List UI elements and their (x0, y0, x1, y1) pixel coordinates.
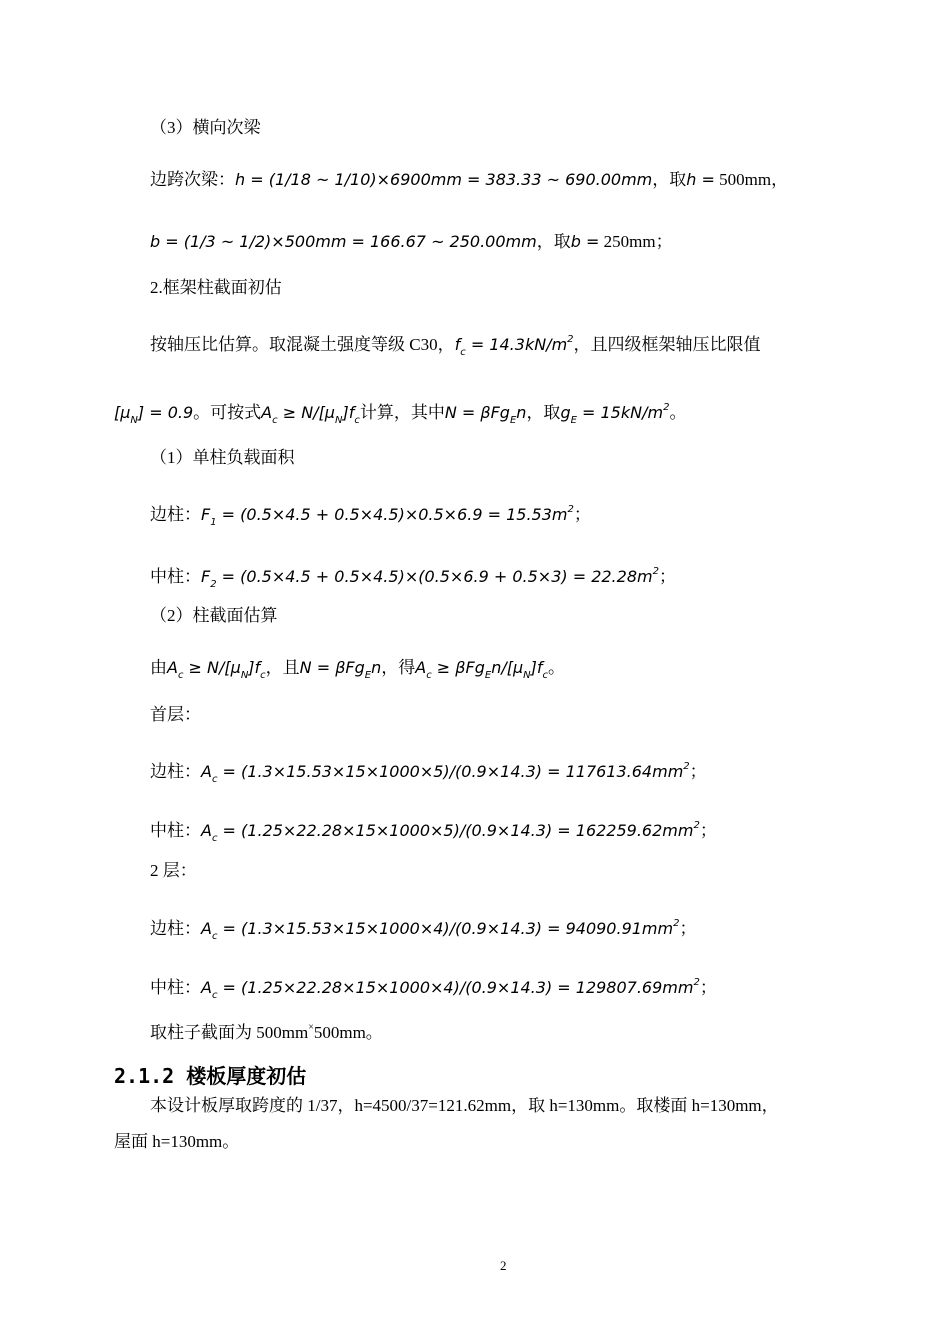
math-expression: ≥ N/[μ (183, 658, 241, 677)
fc-value: = 14.3kN/m (465, 335, 568, 354)
punct-text: ； (658, 567, 676, 586)
ge-value: = 15kN/m (576, 403, 664, 422)
section-title-text: （3）横向次梁 (150, 118, 261, 137)
math-symbol: h = (686, 170, 715, 189)
heading-number: 2.1.2 (114, 1064, 175, 1088)
single-column-title (150, 446, 295, 470)
section-title-text: 2.框架柱截面初估 (150, 278, 282, 297)
punct-text: ； (699, 821, 717, 840)
first-floor-label (150, 703, 201, 727)
label-text: 边柱： (150, 505, 201, 524)
label-text: 边跨次梁： (150, 170, 235, 189)
math-symbol: F (201, 505, 211, 524)
math-expression: ≥ N/[μ (277, 403, 335, 422)
body-text: ，取 (526, 403, 561, 422)
transverse-beam-title (150, 116, 261, 140)
math-symbol: b = (570, 232, 600, 251)
body-text: 本设计板厚取跨度的 1/37，h=4500/37=121.62mm，取 h=130mm。取楼面 h=130mm， (150, 1096, 779, 1115)
b-formula-line (150, 230, 673, 254)
math-expression: ]f (530, 658, 543, 677)
label-text: ，取 (536, 232, 571, 251)
ff-mid-value: = (1.25×22.28×15×1000×5)/(0.9×14.3) = 162259.62mm (217, 821, 694, 840)
math-symbol: [μ (114, 403, 131, 422)
math-symbol: A (415, 658, 427, 677)
math-subscript: c (354, 415, 360, 426)
f1-line (150, 498, 591, 535)
math-subscript: c (272, 415, 278, 426)
sf-edge-value: = (1.3×15.53×15×1000×4)/(0.9×14.3) = 94090.91mm (217, 919, 674, 938)
math-expression: ]f (248, 658, 261, 677)
math-subscript: N (130, 415, 138, 426)
body-text: 500mm。 (313, 1023, 383, 1042)
body-text: 由 (150, 658, 167, 677)
math-symbol: A (261, 403, 273, 422)
math-superscript: 2 (693, 977, 700, 988)
math-subscript: c (211, 931, 218, 942)
math-symbol: A (201, 821, 212, 840)
math-expression: ]f (342, 403, 355, 422)
sf-edge-line (150, 912, 696, 949)
label-text: 边柱： (150, 919, 201, 938)
math-symbol: F (201, 567, 211, 586)
section-title-text: （1）单柱负载面积 (150, 448, 295, 467)
mu-limit-line (114, 396, 686, 433)
slab-heading (114, 1060, 306, 1089)
math-symbol: A (167, 658, 178, 677)
math-expression: n (371, 658, 382, 677)
math-superscript: 2 (567, 334, 574, 345)
column-result-line (150, 1016, 383, 1045)
f2-line (150, 560, 676, 597)
ff-edge-value: = (1.3×15.53×15×1000×5)/(0.9×14.3) = 117613.64mm (217, 762, 684, 781)
value-text: 250mm； (603, 232, 673, 251)
slab-para-line-2 (114, 1130, 239, 1154)
math-subscript: 2 (210, 579, 217, 590)
mu-value: ] = 0.9 (137, 403, 194, 422)
value-text: 500mm， (719, 170, 789, 189)
math-subscript: c (260, 670, 266, 681)
math-symbol: g (560, 403, 571, 422)
body-text: 。 (669, 403, 687, 422)
math-subscript: E (484, 670, 492, 681)
ff-edge-line (150, 755, 707, 792)
label-text: 首层： (150, 705, 201, 724)
edge-span-h-line (150, 168, 788, 192)
column-section-title (150, 604, 278, 628)
math-expression: ≥ βFg (431, 658, 485, 677)
math-symbol: f (454, 335, 461, 354)
body-text: ，且四级框架轴压比限值 (573, 335, 761, 354)
math-subscript: c (177, 670, 184, 681)
body-text: 计算，其中 (359, 403, 445, 422)
label-text: ，取 (652, 170, 687, 189)
math-symbol: A (201, 978, 212, 997)
math-subscript: N (523, 670, 531, 681)
math-expression: n/[μ (491, 658, 524, 677)
math-expression: n (516, 403, 527, 422)
h-formula: h = (1/18 ~ 1/10)×6900mm = 383.33 ~ 690.00mm (235, 170, 653, 189)
math-subscript: c (211, 990, 218, 1001)
math-superscript: 2 (567, 504, 574, 515)
body-text: 。可按式 (193, 403, 262, 422)
punct-text: ； (679, 919, 697, 938)
punct-text: ； (699, 978, 717, 997)
label-text: 中柱： (150, 567, 201, 586)
label-text: 中柱： (150, 978, 201, 997)
derivation-line (150, 656, 565, 688)
label-text: 2 层： (150, 861, 197, 880)
punct-text: ； (573, 505, 591, 524)
math-superscript: 2 (673, 918, 680, 929)
math-subscript: N (240, 670, 249, 681)
math-superscript: 2 (693, 820, 700, 831)
body-text: ，得 (381, 658, 416, 677)
math-expression: N = βFg (444, 403, 510, 422)
body-text: 。 (548, 658, 566, 677)
math-symbol: A (201, 919, 212, 938)
math-subscript: c (211, 774, 218, 785)
times-sign: × (308, 1022, 314, 1033)
section-title-text: （2）柱截面估算 (150, 606, 278, 625)
sf-mid-value: = (1.25×22.28×15×1000×4)/(0.9×14.3) = 129807.69mm (217, 978, 694, 997)
math-subscript: c (542, 670, 549, 681)
body-text: 取柱子截面为 500mm (150, 1023, 309, 1042)
label-text: 中柱： (150, 821, 201, 840)
page-number (500, 1258, 507, 1274)
page-number-text: 2 (500, 1258, 507, 1273)
math-symbol: A (201, 762, 212, 781)
math-subscript: E (509, 415, 517, 426)
math-subscript: E (570, 415, 577, 426)
punct-text: ； (689, 762, 707, 781)
math-subscript: c (460, 347, 466, 358)
math-subscript: c (426, 670, 432, 681)
math-superscript: 2 (652, 566, 659, 577)
body-text: ，且 (265, 658, 300, 677)
label-text: 边柱： (150, 762, 201, 781)
heading-text: 楼板厚度初估 (186, 1064, 307, 1088)
f2-value: = (0.5×4.5 + 0.5×4.5)×(0.5×6.9 + 0.5×3) = 22.28m (216, 567, 653, 586)
second-floor-label (150, 859, 197, 883)
b-formula: b = (1/3 ~ 1/2)×500mm = 166.67 ~ 250.00mm (150, 232, 537, 251)
math-subscript: E (364, 670, 372, 681)
math-superscript: 2 (683, 761, 690, 772)
f1-value: = (0.5×4.5 + 0.5×4.5)×0.5×6.9 = 15.53m (216, 505, 568, 524)
math-subscript: 1 (210, 517, 217, 528)
math-subscript: N (334, 415, 343, 426)
ff-mid-line (150, 814, 717, 851)
frame-column-title (150, 276, 282, 300)
axial-ratio-line (150, 328, 761, 365)
math-expression: N = βFg (299, 658, 365, 677)
slab-para-line-1 (150, 1094, 779, 1118)
math-superscript: 2 (663, 402, 670, 413)
body-text: 屋面 h=130mm。 (114, 1132, 240, 1151)
math-subscript: c (211, 833, 218, 844)
body-text: 按轴压比估算。取混凝土强度等级 C30， (150, 335, 455, 354)
sf-mid-line (150, 971, 717, 1008)
